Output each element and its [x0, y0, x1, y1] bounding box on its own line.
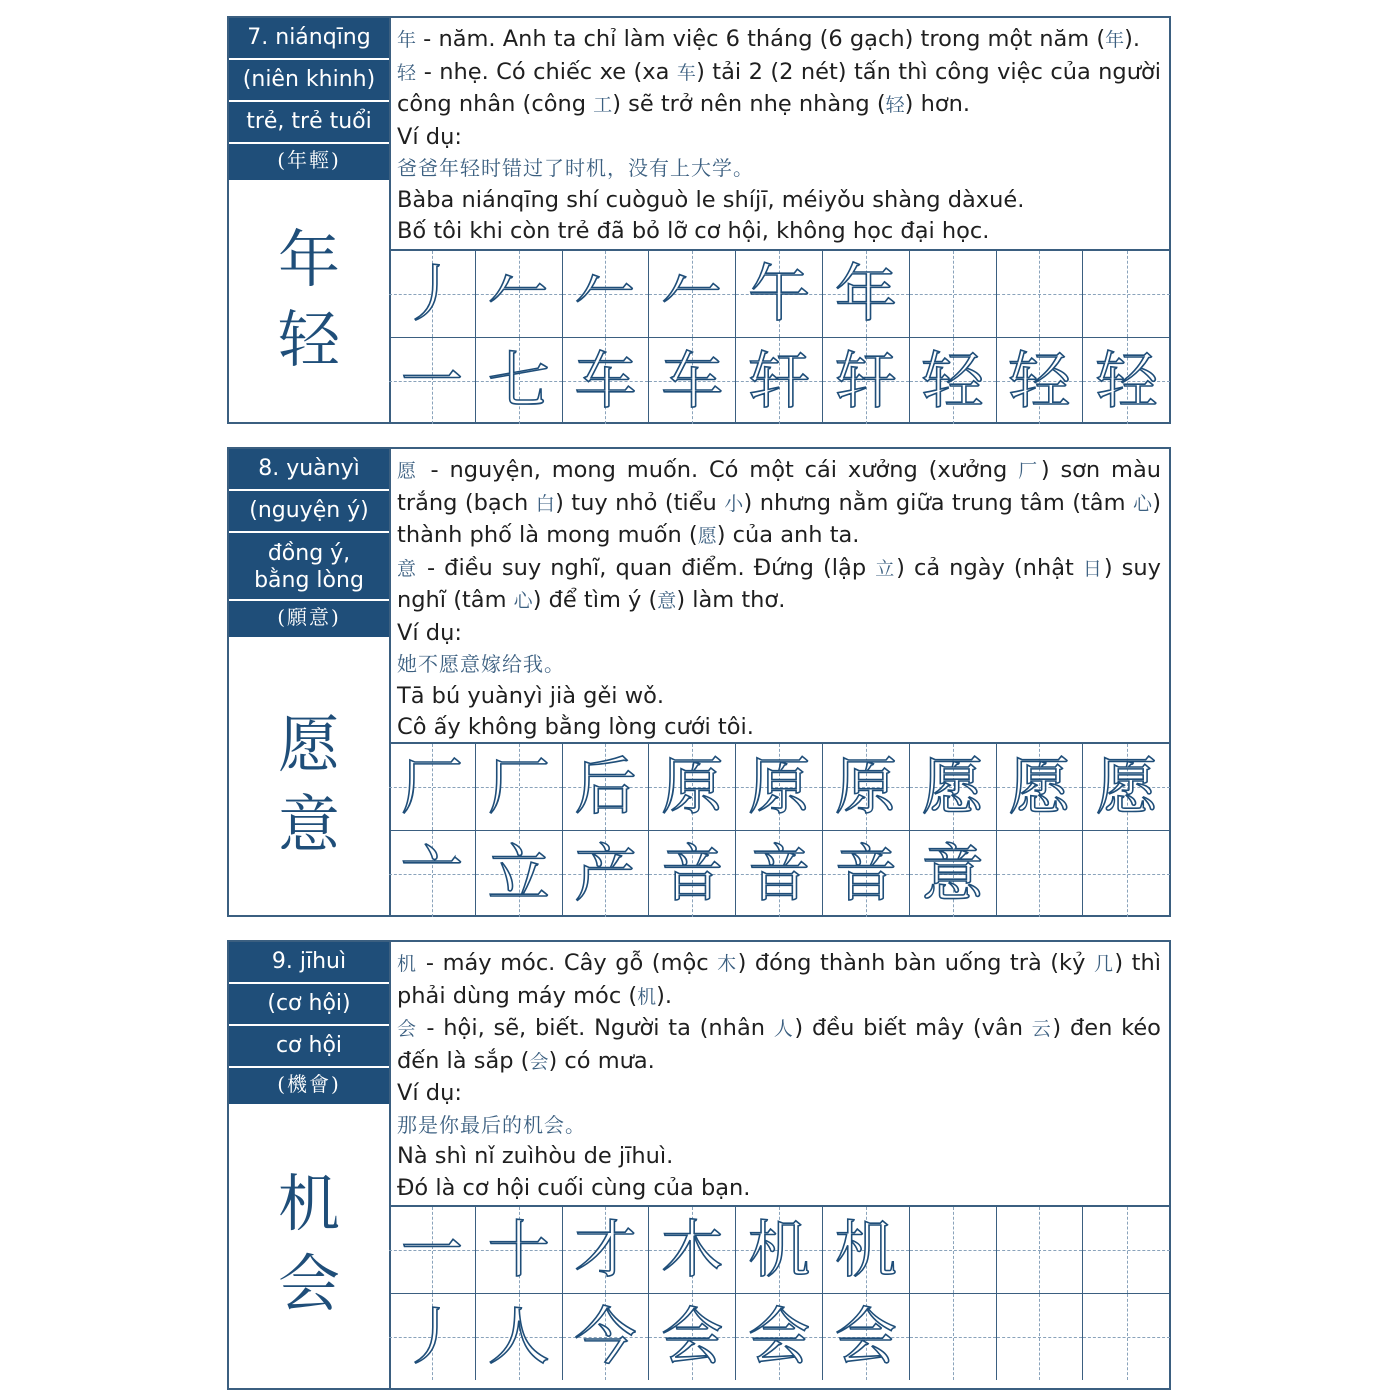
- stroke-cell: 轻: [1083, 338, 1170, 424]
- stroke-cell: 原: [649, 744, 736, 830]
- stroke-cell: 车: [649, 338, 736, 424]
- stroke-order-grid: [389, 1205, 1169, 1380]
- stroke-cell: 产: [563, 831, 650, 917]
- stroke-cell: [997, 1294, 1084, 1380]
- stroke-row: [389, 744, 1169, 831]
- example-chinese: 那是你最后的机会。: [397, 1112, 586, 1137]
- explanation-line-1: 愿 - nguyện, mong muốn. Có một cái xưởng (xưởng 厂) sơn màu trắng (bạch 白) tuy nhỏ (tiểu 小) nhưng nằm giữa trung tâm (tâm 心) thành phố là mong muốn (愿) của anh ta.: [397, 457, 1162, 548]
- card-content: [389, 942, 1169, 1204]
- meaning: cơ hội: [229, 1026, 389, 1068]
- stroke-cell: 机: [823, 1207, 910, 1293]
- stroke-cell: 会: [736, 1294, 823, 1380]
- stroke-cell: 厂: [476, 744, 563, 830]
- stroke-cell: [1083, 831, 1170, 917]
- explanation: [389, 942, 1169, 1204]
- stroke-cell: 机: [736, 1207, 823, 1293]
- card-sidebar: [229, 942, 391, 1388]
- stroke-cell: [910, 251, 997, 337]
- vocab-card-9: [227, 940, 1171, 1390]
- example-vietnamese: Đó là cơ hội cuối cùng của bạn.: [397, 1174, 751, 1201]
- big-characters: [229, 1164, 389, 1324]
- card-sidebar: [229, 18, 391, 422]
- stroke-cell: [1083, 251, 1170, 337]
- stroke-cell: 意: [910, 831, 997, 917]
- stroke-cell: 七: [476, 338, 563, 424]
- stroke-cell: 丿: [389, 1294, 476, 1380]
- big-char: 机: [277, 1167, 340, 1240]
- big-char: 会: [277, 1247, 340, 1320]
- stroke-cell: 车: [563, 338, 650, 424]
- stroke-row: [389, 1294, 1169, 1380]
- stroke-cell: [997, 251, 1084, 337]
- hanviet-reading: (cơ hội): [229, 984, 389, 1026]
- stroke-cell: [910, 1207, 997, 1293]
- explanation-line-1: 年 - năm. Anh ta chỉ làm việc 6 tháng (6 gạch) trong một năm (年).: [397, 26, 1141, 52]
- stroke-cell: 音: [649, 831, 736, 917]
- explanation-line-2: 轻 - nhẹ. Có chiếc xe (xa 车) tải 2 (2 nét) tấn thì công việc của người công nhân (công 工) sẽ trở nên nhẹ nhàng (轻) hơn.: [397, 58, 1161, 117]
- stroke-cell: 后: [563, 744, 650, 830]
- stroke-cell: 轻: [910, 338, 997, 424]
- card-content: [389, 18, 1169, 248]
- explanation-line-2: 会 - hội, sẽ, biết. Người ta (nhân 人) đều biết mây (vân 云) đen kéo đến là sắp (会) có mưa.: [397, 1015, 1161, 1074]
- stroke-cell: 会: [823, 1294, 910, 1380]
- vocab-card-7: [227, 16, 1171, 424]
- explanation: [389, 449, 1169, 744]
- entry-title: 8. yuànyì: [229, 449, 389, 491]
- stroke-cell: 午: [736, 251, 823, 337]
- stroke-cell: 亠: [389, 831, 476, 917]
- stroke-cell: [997, 1207, 1084, 1293]
- stroke-cell: 十: [476, 1207, 563, 1293]
- stroke-cell: [1083, 1207, 1170, 1293]
- stroke-cell: 一: [389, 1207, 476, 1293]
- example-vietnamese: Cô ấy không bằng lòng cưới tôi.: [397, 714, 754, 740]
- traditional-form: (年輕): [229, 144, 389, 180]
- stroke-row: [389, 251, 1169, 338]
- big-char: 意: [277, 788, 340, 861]
- stroke-cell: 厂: [389, 744, 476, 830]
- vocab-card-8: [227, 447, 1171, 917]
- stroke-cell: 愿: [1083, 744, 1170, 830]
- stroke-cell: 一: [389, 338, 476, 424]
- hanviet-reading: (nguyện ý): [229, 491, 389, 533]
- stroke-cell: 年: [823, 251, 910, 337]
- entry-title: 9. jīhuì: [229, 942, 389, 984]
- card-sidebar: [229, 449, 391, 915]
- example-label: Ví dụ:: [397, 123, 462, 150]
- example-label: Ví dụ:: [397, 619, 462, 646]
- stroke-cell: [910, 1294, 997, 1380]
- entry-title: 7. niánqīng: [229, 18, 389, 60]
- big-char: 愿: [277, 708, 340, 781]
- stroke-order-grid: [389, 249, 1169, 424]
- traditional-form: (機會): [229, 1068, 389, 1104]
- big-char: 年: [277, 223, 340, 296]
- example-pinyin: Nà shì nǐ zuìhòu de jīhuì.: [397, 1143, 674, 1169]
- stroke-cell: [1083, 1294, 1170, 1380]
- stroke-cell: 原: [823, 744, 910, 830]
- stroke-cell: 轻: [997, 338, 1084, 424]
- stroke-row: [389, 831, 1169, 917]
- example-label: Ví dụ:: [397, 1080, 462, 1106]
- big-char: 轻: [277, 303, 340, 376]
- meaning: đồng ý, bằng lòng: [229, 533, 389, 601]
- stroke-cell: 立: [476, 831, 563, 917]
- example-pinyin: Tā bú yuànyì jià gěi wǒ.: [397, 682, 665, 709]
- hanviet-reading: (niên khinh): [229, 60, 389, 102]
- stroke-cell: [997, 831, 1084, 917]
- explanation-line-1: 机 - máy móc. Cây gỗ (mộc 木) đóng thành bàn uống trà (kỷ 几) thì phải dùng máy móc (机).: [397, 950, 1161, 1009]
- example-pinyin: Bàba niánqīng shí cuòguò le shíjī, méiyǒu shàng dàxué.: [397, 186, 1025, 213]
- big-characters: [229, 220, 389, 380]
- example-chinese: 爸爸年轻时错过了时机，没有上大学。: [397, 156, 754, 180]
- stroke-cell: 轩: [823, 338, 910, 424]
- stroke-row: [389, 1207, 1169, 1294]
- stroke-cell: 丿: [389, 251, 476, 337]
- explanation: [389, 18, 1169, 248]
- stroke-cell: 愿: [997, 744, 1084, 830]
- stroke-cell: 𠂉: [476, 251, 563, 337]
- stroke-cell: 愿: [910, 744, 997, 830]
- big-characters: [229, 705, 389, 865]
- stroke-cell: 轩: [736, 338, 823, 424]
- stroke-cell: 𠂉: [563, 251, 650, 337]
- stroke-cell: 才: [563, 1207, 650, 1293]
- card-content: [389, 449, 1169, 744]
- example-vietnamese: Bố tôi khi còn trẻ đã bỏ lỡ cơ hội, không học đại học.: [397, 218, 990, 244]
- traditional-form: (願意): [229, 601, 389, 637]
- stroke-order-grid: [389, 742, 1169, 917]
- stroke-cell: 木: [649, 1207, 736, 1293]
- stroke-cell: 原: [736, 744, 823, 830]
- stroke-cell: 音: [736, 831, 823, 917]
- stroke-row: [389, 338, 1169, 424]
- stroke-cell: 今: [563, 1294, 650, 1380]
- example-chinese: 她不愿意嫁给我。: [397, 652, 565, 676]
- stroke-cell: 音: [823, 831, 910, 917]
- stroke-cell: 𠂉: [649, 251, 736, 337]
- stroke-cell: 人: [476, 1294, 563, 1380]
- explanation-line-2: 意 - điều suy nghĩ, quan điểm. Đứng (lập 立) cả ngày (nhật 日) suy nghĩ (tâm 心) để tìm ý (意) làm thơ.: [397, 554, 1161, 613]
- stroke-cell: 会: [649, 1294, 736, 1380]
- meaning: trẻ, trẻ tuổi: [229, 102, 389, 144]
